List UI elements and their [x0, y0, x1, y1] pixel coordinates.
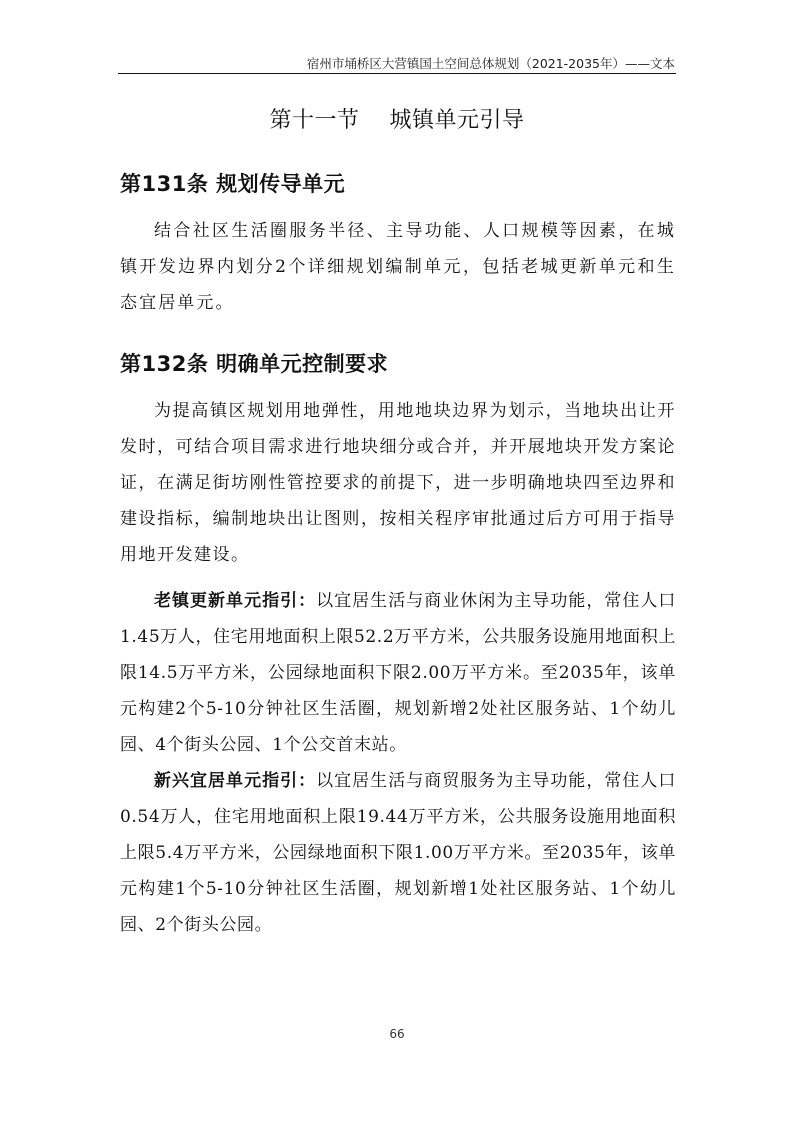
section-title: 第十一节 城镇单元引导	[269, 108, 525, 133]
old-town-renewal-text: 以宜居生活与商业休闲为主导功能，常住人口1.45万人，住宅用地面积上限52.2万平方米，公共服务设施用地面积上限14.5万平方米，公园绿地面积下限2.00万平方米。至2035年，该单元构建2个5-10分钟社区生活圈，规划新增2处社区服务站、1个幼儿园、4个街头公园、1个公交首末站。	[120, 591, 677, 755]
header-rule	[118, 73, 676, 74]
old-town-renewal-guide	[120, 583, 676, 763]
new-livable-unit-guide	[120, 763, 676, 943]
article-132-heading: 第132条 明确单元控制要求	[120, 352, 389, 376]
running-header: 宿州市埇桥区大营镇国土空间总体规划（2021-2035年）——文本	[306, 56, 675, 71]
page-number: 66	[389, 1027, 405, 1041]
article-132-paragraph: 为提高镇区规划用地弹性，用地地块边界为划示，当地块出让开发时，可结合项目需求进行地块细分或合并，并开展地块开发方案论证，在满足街坊刚性管控要求的前提下，进一步明确地块四至边界和建设指标，编制地块出让图则，按相关程序审批通过后方可用于指导用地开发建设。	[120, 401, 676, 565]
article-131-heading: 第131条 规划传导单元	[120, 172, 346, 196]
new-livable-unit-text: 以宜居生活与商贸服务为主导功能，常住人口0.54万人，住宅用地面积上限19.44万平方米，公共服务设施用地面积上限5.4万平方米，公园绿地面积下限1.00万平方米。至2035年，该单元构建1个5-10分钟社区生活圈，规划新增1处社区服务站、1个幼儿园、2个街头公园。	[120, 771, 677, 935]
old-town-renewal-label: 老镇更新单元指引：	[154, 591, 317, 611]
new-livable-unit-label: 新兴宜居单元指引：	[154, 771, 317, 791]
article-131-paragraph: 结合社区生活圈服务半径、主导功能、人口规模等因素，在城镇开发边界内划分2个详细规划编制单元，包括老城更新单元和生态宜居单元。	[120, 221, 676, 313]
